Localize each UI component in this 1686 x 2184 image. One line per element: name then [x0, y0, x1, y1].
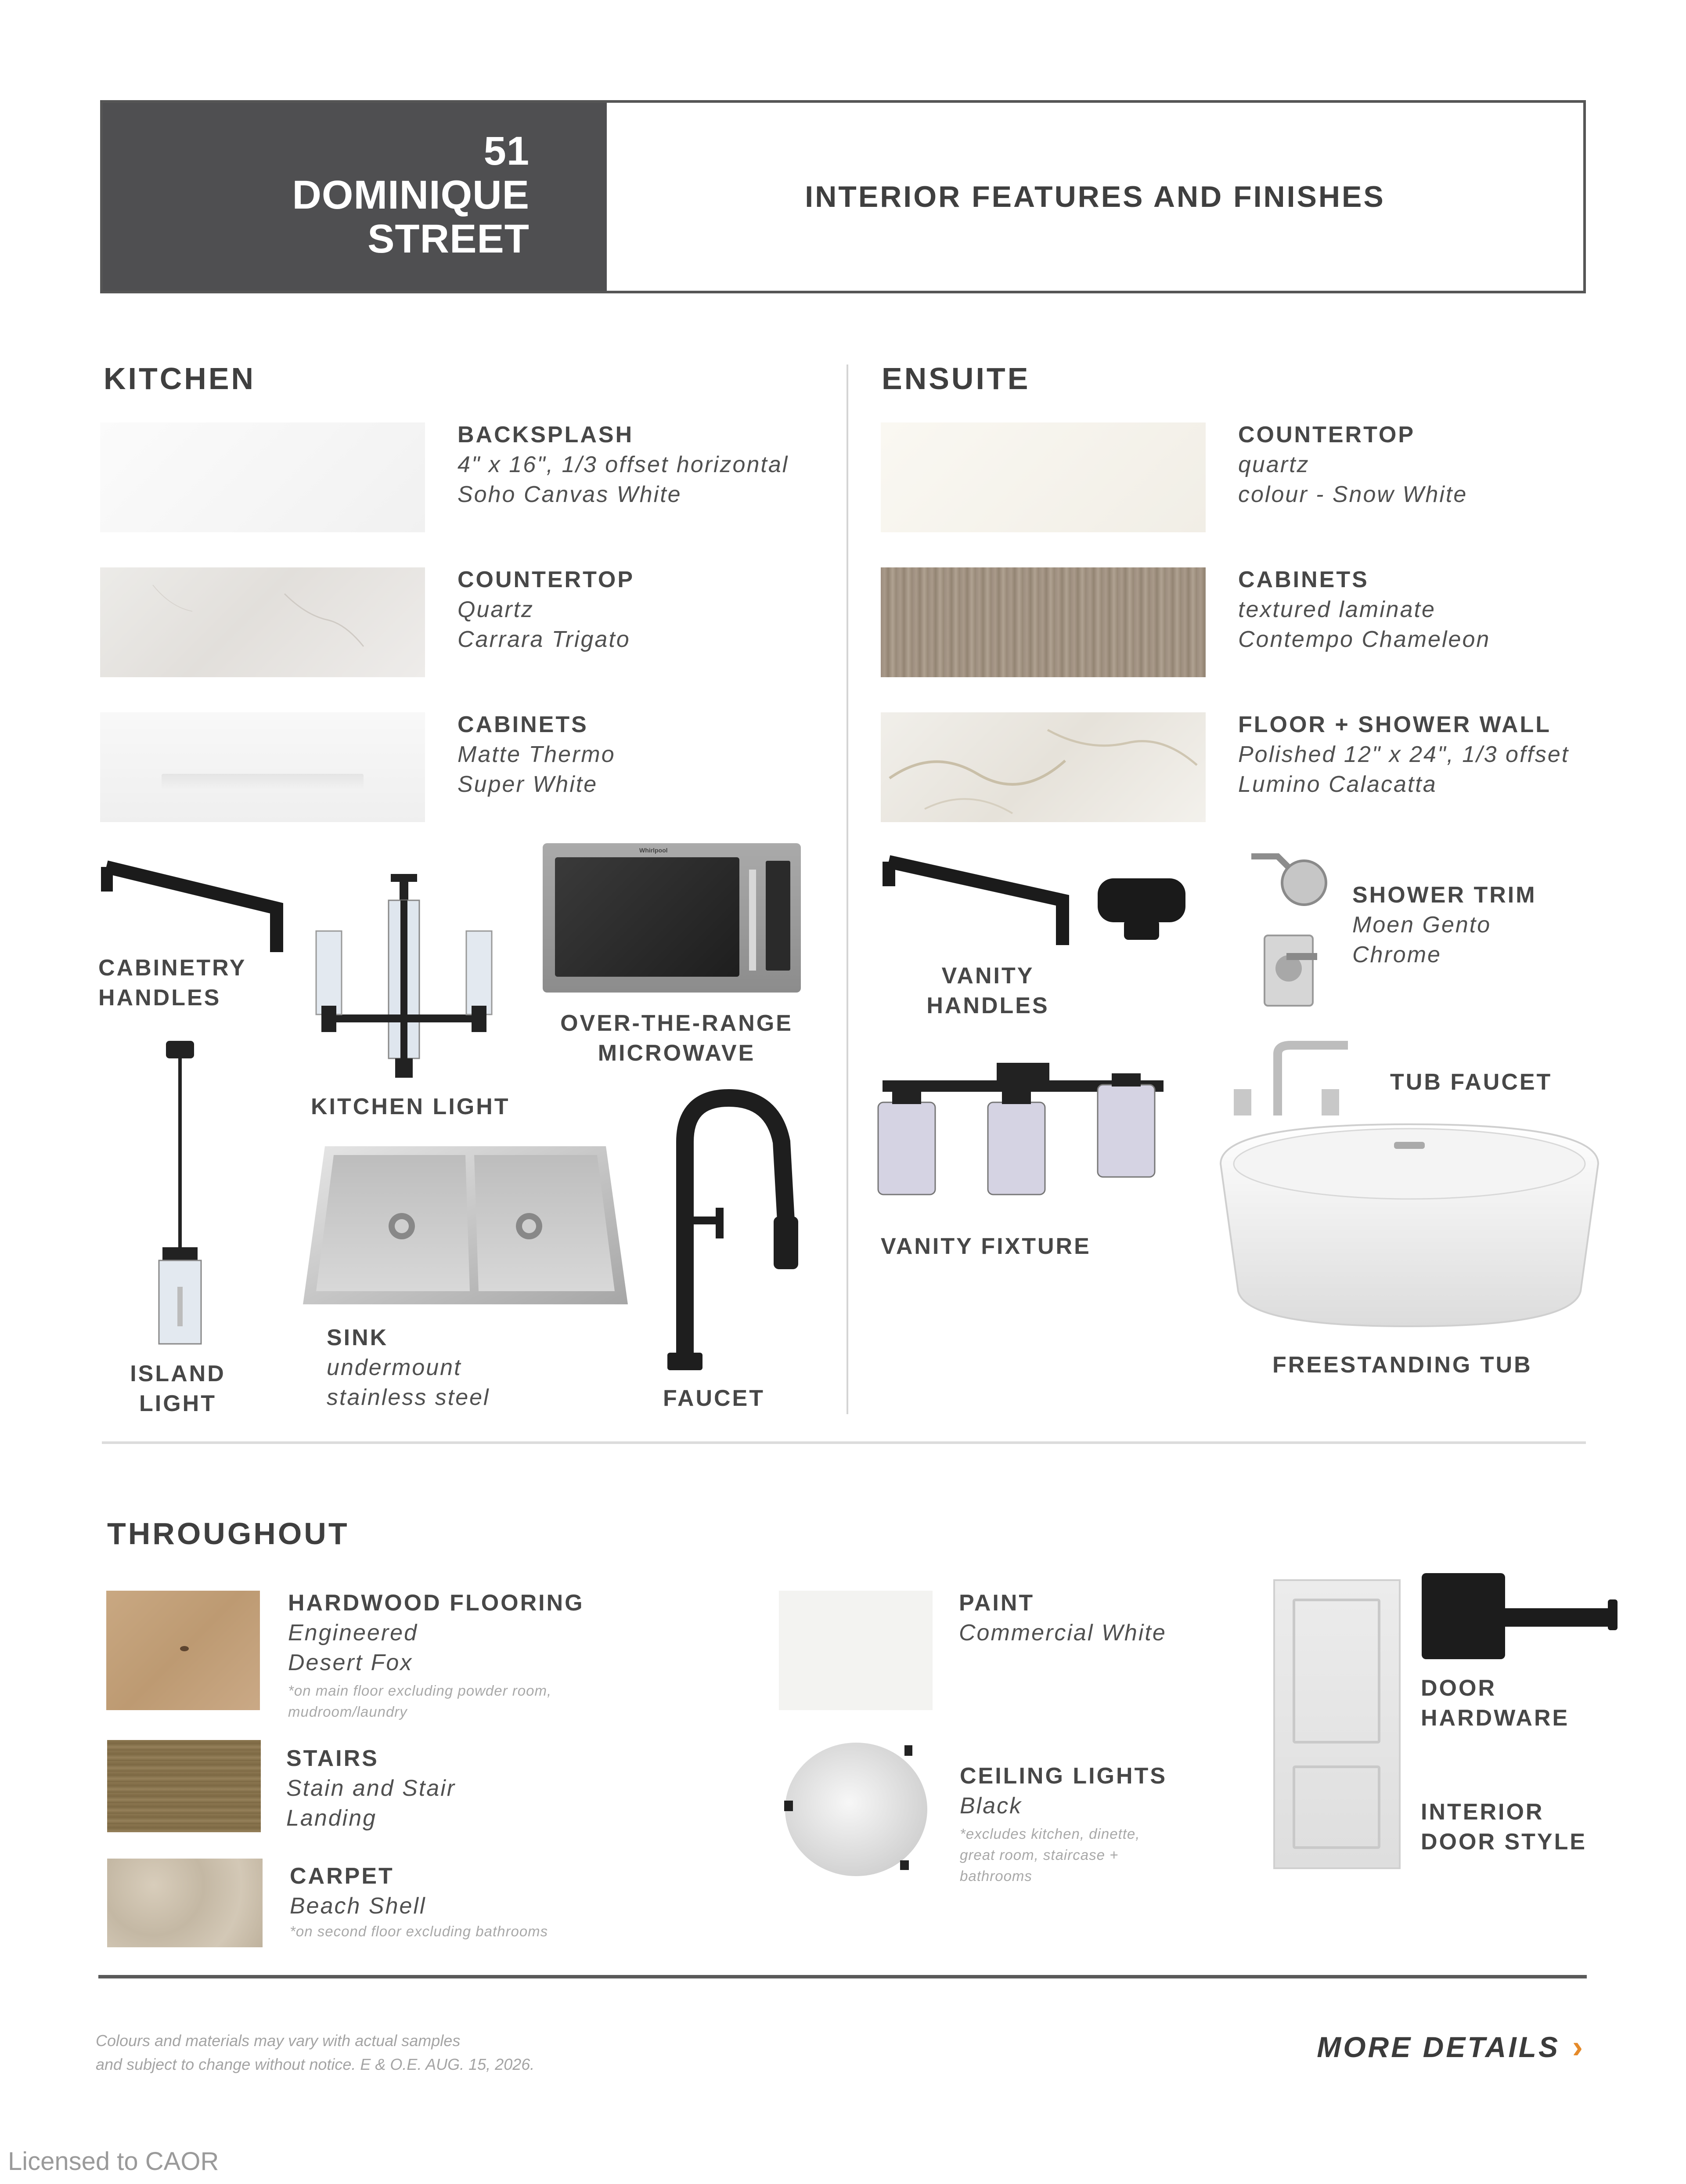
vanity-handles-label — [900, 961, 1076, 1021]
island-light-icon — [140, 1041, 220, 1353]
microwave-label-line1: OVER-THE-RANGE — [560, 1011, 793, 1036]
island-light-line1: ISLAND — [130, 1361, 226, 1386]
ensuite-countertop-spec — [1238, 420, 1467, 509]
microwave-label-line2: MICROWAVE — [598, 1040, 756, 1066]
ensuite-countertop-label: COUNTERTOP — [1238, 422, 1416, 448]
carpet-label: CARPET — [290, 1863, 394, 1889]
stairs-finish: Stain and Stair — [286, 1776, 456, 1801]
microwave-door-window — [555, 857, 739, 977]
ceiling-lights-note-line3: bathrooms — [960, 1868, 1032, 1884]
cabinetry-handles-line1: CABINETRY — [98, 955, 247, 981]
ensuite-heading: ENSUITE — [882, 361, 1030, 396]
backsplash-label: BACKSPLASH — [458, 422, 634, 448]
ensuite-cabinets-label: CABINETS — [1238, 567, 1369, 592]
interior-door-label — [1421, 1797, 1587, 1857]
ensuite-floor-name: Lumino Calacatta — [1238, 772, 1437, 797]
door-hardware-line2: HARDWARE — [1421, 1705, 1570, 1731]
hardwood-swatch — [106, 1591, 260, 1710]
interior-door-line1: INTERIOR — [1421, 1799, 1544, 1825]
kitchen-countertop-label: COUNTERTOP — [458, 567, 635, 592]
address-block — [103, 103, 607, 291]
island-light-label — [105, 1359, 250, 1419]
sink-icon — [299, 1142, 632, 1309]
ensuite-cabinets-material: textured laminate — [1238, 597, 1436, 622]
hardwood-type: Engineered — [288, 1620, 418, 1646]
microwave-label — [538, 1008, 815, 1068]
wood-knot — [180, 1646, 189, 1651]
ceiling-lights-finish: Black — [960, 1793, 1023, 1819]
ensuite-cabinets-name: Contempo Chameleon — [1238, 627, 1491, 652]
island-light-line2: LIGHT — [139, 1391, 216, 1416]
ensuite-floor-spec — [1238, 710, 1569, 799]
vanity-handle-icon — [883, 851, 1071, 952]
stairs-spec — [286, 1744, 456, 1833]
sink-spec — [327, 1323, 490, 1412]
ensuite-countertop-colour: colour - Snow White — [1238, 482, 1468, 507]
footer-divider — [98, 1975, 1587, 1978]
carpet-swatch — [107, 1859, 263, 1947]
shower-trim-icon — [1243, 843, 1348, 1010]
ensuite-floor-swatch — [881, 712, 1206, 822]
vanity-fixture-label: VANITY FIXTURE — [881, 1234, 1091, 1259]
stairs-swatch — [107, 1740, 261, 1832]
ensuite-cabinet-swatch — [881, 567, 1206, 677]
shower-trim-spec — [1352, 880, 1537, 970]
more-details-label: MORE DETAILS — [1317, 2031, 1560, 2063]
hardwood-label: HARDWOOD FLOORING — [288, 1590, 584, 1616]
ceiling-lights-note-line1: *excludes kitchen, dinette, — [960, 1826, 1140, 1842]
stairs-label: STAIRS — [286, 1746, 379, 1771]
kitchen-heading: KITCHEN — [104, 361, 256, 396]
faucet-icon — [654, 1089, 821, 1375]
ceiling-light-icon — [782, 1739, 931, 1880]
ceiling-lights-spec — [960, 1761, 1167, 1887]
address-street-name: DOMINIQUE — [292, 173, 530, 217]
address-street-type: STREET — [367, 217, 530, 261]
kitchen-light-icon — [307, 874, 501, 1080]
door-hardware-line1: DOOR — [1421, 1675, 1496, 1701]
page-title: INTERIOR FEATURES AND FINISHES — [805, 180, 1385, 213]
carpet-name: Beach Shell — [290, 1893, 426, 1919]
paint-spec — [959, 1588, 1167, 1648]
ensuite-floor-size: Polished 12" x 24", 1/3 offset — [1238, 742, 1570, 767]
door-hardware-label — [1421, 1673, 1569, 1733]
shower-trim-finish: Chrome — [1352, 942, 1441, 967]
throughout-heading: THROUGHOUT — [107, 1516, 349, 1551]
hardwood-note-line1: *on main floor excluding powder room, — [288, 1682, 552, 1699]
backsplash-name: Soho Canvas White — [458, 482, 682, 507]
tub-faucet-icon — [1225, 1041, 1365, 1120]
cabinet-pull-recess — [162, 774, 364, 791]
sink-type: undermount — [327, 1355, 462, 1380]
kitchen-countertop-spec — [458, 565, 634, 654]
paint-swatch — [779, 1591, 933, 1710]
shower-trim-label: SHOWER TRIM — [1352, 882, 1537, 908]
freestanding-tub-label: FREESTANDING TUB — [1272, 1352, 1532, 1378]
freestanding-tub-icon — [1212, 1115, 1607, 1331]
cabinetry-handles-label — [98, 953, 246, 1013]
kitchen-countertop-name: Carrara Trigato — [458, 627, 630, 652]
kitchen-light-label: KITCHEN LIGHT — [311, 1094, 510, 1119]
header-banner — [100, 100, 1586, 293]
hardwood-name: Desert Fox — [288, 1650, 413, 1675]
paint-colour: Commercial White — [959, 1620, 1167, 1646]
hardwood-note-line2: mudroom/laundry — [288, 1704, 407, 1720]
disclaimer-line1: Colours and materials may vary with actual samples — [96, 2032, 461, 2050]
microwave-image — [543, 843, 801, 993]
disclaimer-line2: and subject to change without notice. E & O.E. AUG. 15, 2026. — [96, 2055, 535, 2073]
column-divider — [847, 365, 848, 1414]
hardwood-spec — [288, 1588, 584, 1722]
door-lower-panel — [1293, 1765, 1380, 1849]
sink-label: SINK — [327, 1325, 389, 1350]
tub-faucet-label: TUB FAUCET — [1390, 1069, 1553, 1095]
ceiling-lights-label: CEILING LIGHTS — [960, 1763, 1167, 1789]
sink-material: stainless steel — [327, 1385, 490, 1410]
vanity-handles-line1: VANITY — [941, 963, 1034, 989]
kitchen-cabinets-material: Matte Thermo — [458, 742, 616, 767]
cabinet-knob-icon — [1093, 874, 1190, 949]
stairs-landing: Landing — [286, 1805, 377, 1831]
interior-door-line2: DOOR STYLE — [1421, 1829, 1587, 1855]
marble-vein-icon — [100, 567, 425, 677]
ensuite-countertop-swatch — [881, 422, 1206, 532]
faucet-label: FAUCET — [663, 1386, 765, 1411]
backsplash-swatch — [100, 422, 425, 532]
disclaimer — [96, 2029, 534, 2076]
ensuite-cabinets-spec — [1238, 565, 1490, 654]
backsplash-spec — [458, 420, 789, 509]
property-address — [292, 129, 530, 261]
marble-vein-icon — [881, 712, 1206, 822]
interior-door-image — [1273, 1579, 1401, 1869]
chevron-right-icon: › — [1572, 2029, 1585, 2065]
ensuite-countertop-material: quartz — [1238, 452, 1310, 477]
door-upper-panel — [1293, 1599, 1380, 1744]
door-lever-icon — [1419, 1570, 1621, 1667]
kitchen-cabinets-name: Super White — [458, 772, 598, 797]
kitchen-cabinets-spec — [458, 710, 616, 799]
kitchen-countertop-swatch — [100, 567, 425, 677]
license-watermark: Licensed to CAOR — [8, 2147, 219, 2176]
vanity-fixture-icon — [869, 1054, 1177, 1221]
cabinetry-handles-line2: HANDLES — [98, 985, 221, 1011]
address-number: 51 — [483, 129, 530, 173]
cabinetry-handle-icon — [101, 856, 285, 957]
kitchen-cabinet-swatch — [100, 712, 425, 822]
section-divider — [102, 1441, 1586, 1444]
microwave-keypad — [766, 861, 790, 971]
more-details-link[interactable] — [1317, 2029, 1585, 2065]
ensuite-floor-label: FLOOR + SHOWER WALL — [1238, 712, 1551, 737]
ceiling-lights-note-line2: great room, staircase + — [960, 1847, 1119, 1863]
backsplash-size: 4" x 16", 1/3 offset horizontal — [458, 452, 789, 477]
paint-label: PAINT — [959, 1590, 1035, 1616]
shower-trim-model: Moen Gento — [1352, 912, 1491, 938]
vanity-handles-line2: HANDLES — [926, 993, 1049, 1018]
kitchen-countertop-material: Quartz — [458, 597, 534, 622]
microwave-brand: Whirlpool — [639, 847, 668, 854]
carpet-spec — [290, 1861, 548, 1942]
carpet-note: *on second floor excluding bathrooms — [290, 1923, 548, 1939]
kitchen-cabinets-label: CABINETS — [458, 712, 588, 737]
microwave-handle — [749, 870, 756, 971]
